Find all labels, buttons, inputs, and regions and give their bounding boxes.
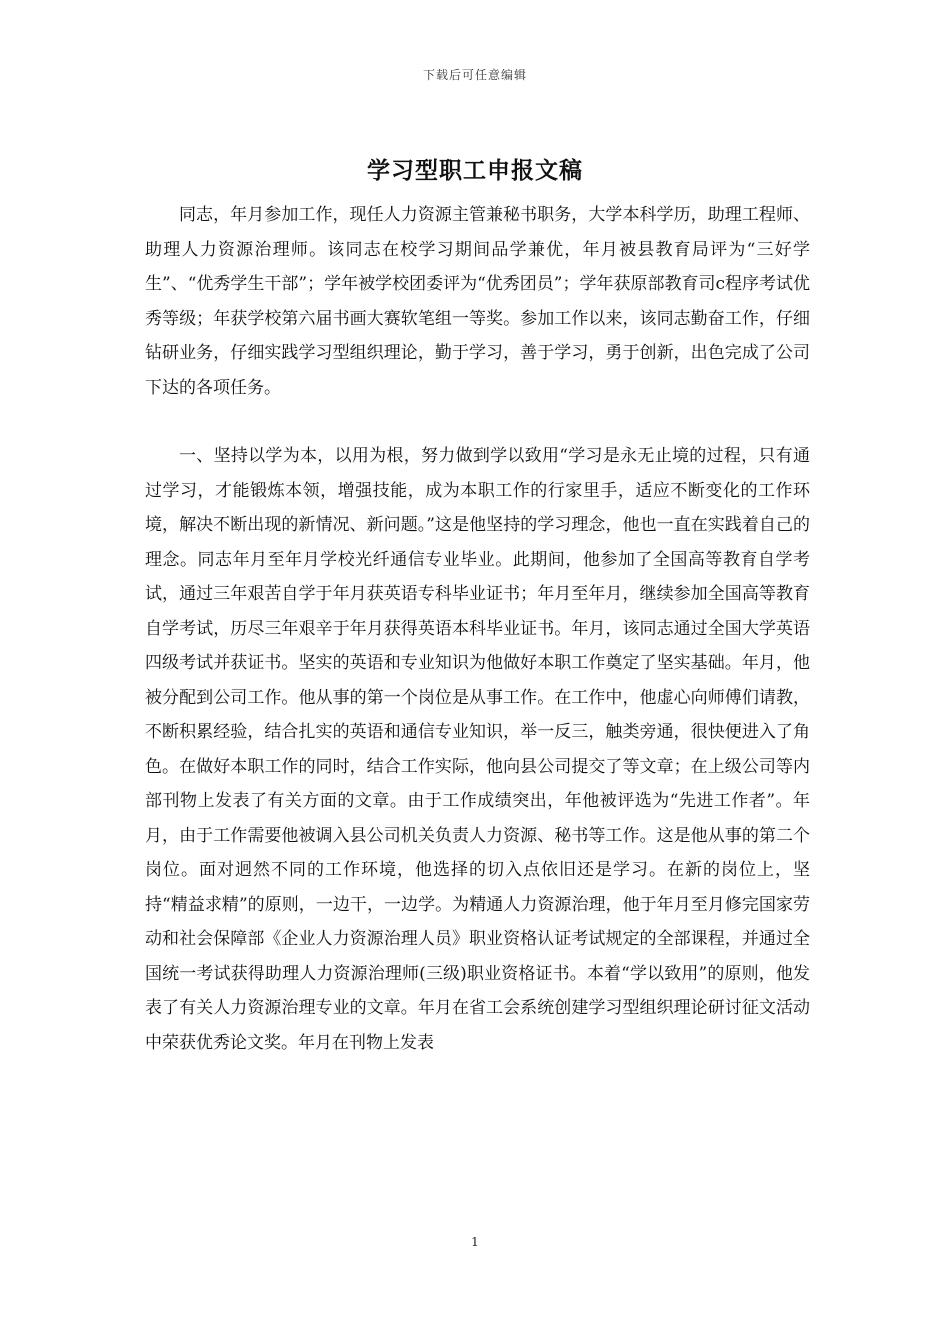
paragraph-spacer: [145, 405, 810, 439]
header-note: 下载后可任意编辑: [422, 68, 527, 82]
page-number: 1: [471, 1235, 479, 1249]
document-title: 学习型职工申报文稿: [367, 157, 583, 184]
document-body: [145, 198, 810, 1060]
intro-paragraph: 同志，年月参加工作，现任人力资源主管兼秘书职务，大学本科学历，助理工程师、助理人力资源治理师。该同志在校学习期间品学兼优，年月被县教育局评为“三好学生”、“优秀学生干部”；学年被学校团委评为“优秀团员”；学年获原部教育司c程序考试优秀等级；年获学校第六届书画大赛软笔组一等奖。参加工作以来，该同志勤奋工作，仔细钻研业务，仔细实践学习型组织理论，勤于学习，善于学习，勇于创新，出色完成了公司下达的各项任务。: [145, 205, 810, 398]
section-one-paragraph: 一、坚持以学为本，以用为根，努力做到学以致用“学习是永无止境的过程，只有通过学习，才能锻炼本领，增强技能，成为本职工作的行家里手，适应不断变化的工作环境，解决不断出现的新情况、新问题。”这是他坚持的学习理念，他也一直在实践着自己的理念。同志年月至年月学校光纤通信专业毕业。此期间，他参加了全国高等教育自学考试，通过三年艰苦自学于年月获英语专科毕业证书；年月至年月，继续参加全国高等教育自学考试，历尽三年艰辛于年月获得英语本科毕业证书。年月，该同志通过全国大学英语四级考试并获证书。坚实的英语和专业知识为他做好本职工作奠定了坚实基础。年月，他被分配到公司工作。他从事的第一个岗位是从事工作。在工作中，他虚心向师傅们请教，不断积累经验，结合扎实的英语和通信专业知识，举一反三，触类旁通，很快便进入了角色。在做好本职工作的同时，结合工作实际，他向县公司提交了等文章；在上级公司等内部刊物上发表了有关方面的文章。由于工作成绩突出，年他被评选为“先进工作者”。年月，由于工作需要他被调入县公司机关负责人力资源、秘书等工作。这是他从事的第二个岗位。面对迥然不同的工作环境，他选择的切入点依旧还是学习。在新的岗位上，坚持“精益求精”的原则，一边干，一边学。为精通人力资源治理，他于年月至月修完国家劳动和社会保障部《企业人力资源治理人员》职业资格认证考试规定的全部课程，并通过全国统一考试获得助理人力资源治理师(三级)职业资格证书。本着“学以致用”的原则，他发表了有关人力资源治理专业的文章。年月在省工会系统创建学习型组织理论研讨征文活动中荣获优秀论文奖。年月在刊物上发表: [145, 446, 810, 1053]
